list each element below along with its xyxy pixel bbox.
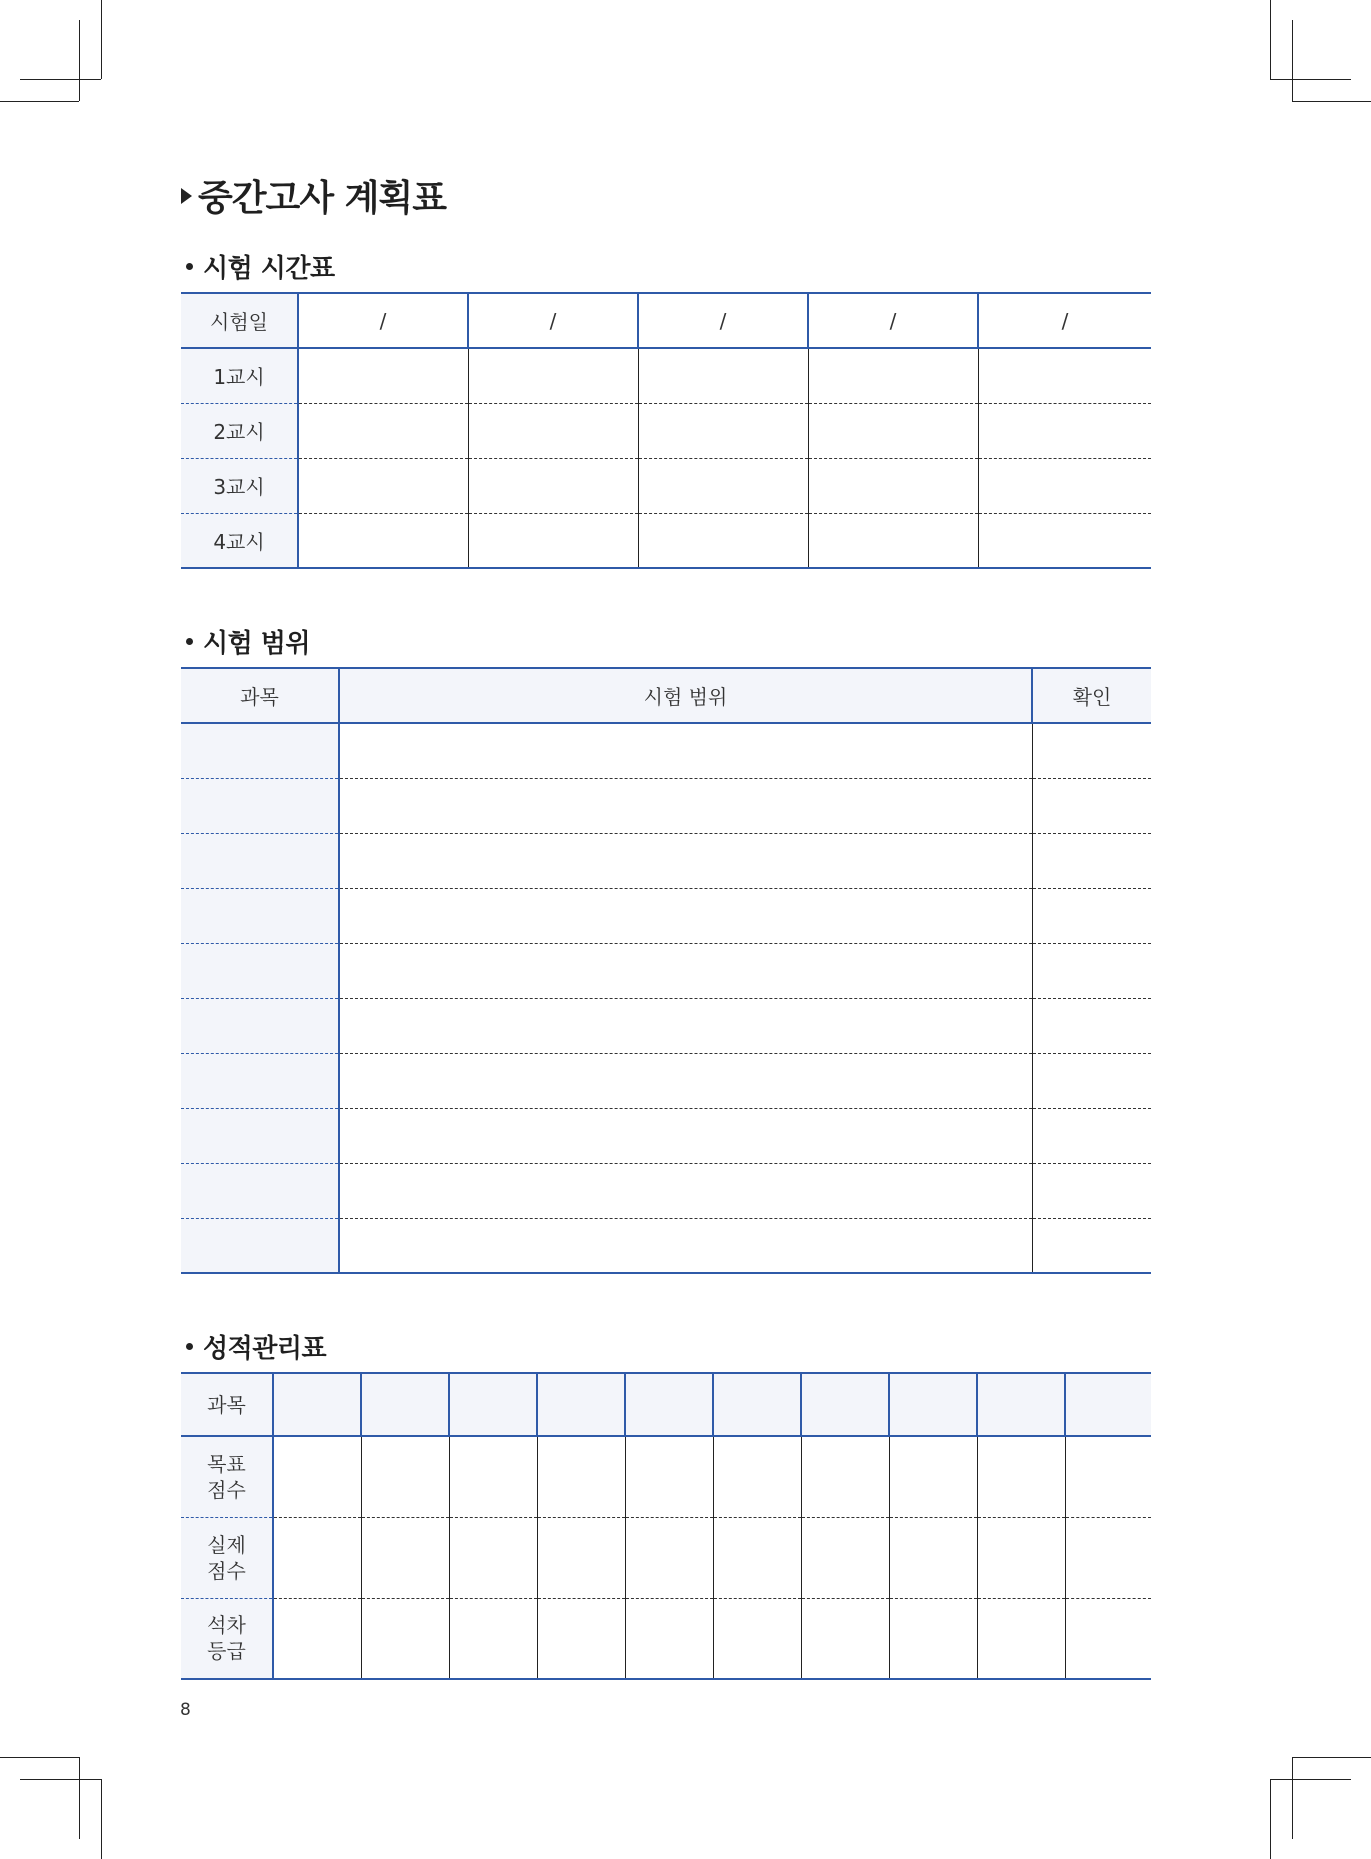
- subject-cell[interactable]: [181, 778, 339, 833]
- grade-row-label-line: 석차: [207, 1613, 246, 1638]
- grades-section-title: [186, 1328, 326, 1365]
- check-cell[interactable]: [1032, 1053, 1151, 1108]
- subject-cell[interactable]: [181, 723, 339, 778]
- subject-cell[interactable]: [181, 833, 339, 888]
- period-row: [181, 403, 1151, 458]
- period-label: 1교시: [181, 348, 298, 403]
- score-cell[interactable]: [977, 1598, 1065, 1679]
- score-cell[interactable]: [889, 1598, 977, 1679]
- grade-row: [181, 1436, 1151, 1517]
- scope-row: [181, 943, 1151, 998]
- grades-title-text: 성적관리표: [203, 1334, 327, 1364]
- scope-table: [181, 667, 1151, 1274]
- scope-cell[interactable]: [339, 1108, 1032, 1163]
- page-number: 8: [180, 1700, 191, 1720]
- subject-cell[interactable]: [181, 1108, 339, 1163]
- schedule-table: [181, 292, 1151, 569]
- schedule-cell[interactable]: [468, 458, 638, 513]
- page-title-text: 중간고사 계획표: [198, 178, 446, 219]
- score-cell[interactable]: [537, 1436, 625, 1517]
- period-label: 2교시: [181, 403, 298, 458]
- schedule-header-row: [181, 293, 1151, 348]
- subject-cell[interactable]: [181, 1218, 339, 1273]
- grade-row: [181, 1517, 1151, 1598]
- grade-row-label-line: 점수: [207, 1558, 246, 1583]
- schedule-cell[interactable]: [298, 458, 468, 513]
- schedule-cell[interactable]: [978, 458, 1151, 513]
- bullet-dot-icon: [186, 263, 193, 270]
- grades-table: [181, 1372, 1151, 1680]
- grade-row-label-line: 목표: [207, 1451, 246, 1476]
- score-cell[interactable]: [273, 1436, 361, 1517]
- grade-row: [181, 1373, 1151, 1436]
- scope-section-title: [186, 623, 310, 660]
- schedule-cell[interactable]: [808, 513, 978, 568]
- check-cell[interactable]: [1032, 1108, 1151, 1163]
- score-cell[interactable]: [449, 1436, 537, 1517]
- score-cell[interactable]: [625, 1598, 713, 1679]
- grade-row-label: [181, 1598, 273, 1679]
- schedule-cell[interactable]: [468, 348, 638, 403]
- scope-row: [181, 1108, 1151, 1163]
- schedule-cell[interactable]: [638, 348, 808, 403]
- check-cell[interactable]: [1032, 1218, 1151, 1273]
- schedule-cell[interactable]: [978, 403, 1151, 458]
- scope-row: [181, 723, 1151, 778]
- score-cell[interactable]: [273, 1598, 361, 1679]
- bullet-dot-icon: [186, 638, 193, 645]
- period-row: [181, 458, 1151, 513]
- check-cell[interactable]: [1032, 723, 1151, 778]
- period-row: [181, 348, 1151, 403]
- scope-cell[interactable]: [339, 888, 1032, 943]
- scope-cell[interactable]: [339, 1163, 1032, 1218]
- schedule-cell[interactable]: [298, 513, 468, 568]
- schedule-cell[interactable]: [808, 403, 978, 458]
- subject-cell[interactable]: [181, 1053, 339, 1108]
- check-cell[interactable]: [1032, 888, 1151, 943]
- score-cell[interactable]: [1065, 1436, 1151, 1517]
- score-cell[interactable]: [625, 1517, 713, 1598]
- scope-cell[interactable]: [339, 1218, 1032, 1273]
- score-cell[interactable]: [713, 1598, 801, 1679]
- score-cell[interactable]: [713, 1517, 801, 1598]
- grade-rows: [181, 1373, 1151, 1679]
- scope-row: [181, 778, 1151, 833]
- score-cell[interactable]: [361, 1436, 449, 1517]
- schedule-cell[interactable]: [468, 513, 638, 568]
- grade-row-label-line: 점수: [207, 1477, 246, 1502]
- score-cell[interactable]: [361, 1517, 449, 1598]
- date-cell[interactable]: /: [638, 293, 808, 348]
- schedule-cell[interactable]: [638, 513, 808, 568]
- score-cell[interactable]: [1065, 1517, 1151, 1598]
- grade-row-label-line: 실제: [207, 1532, 246, 1557]
- period-row: [181, 513, 1151, 568]
- subject-cell[interactable]: [181, 888, 339, 943]
- score-cell[interactable]: [889, 1517, 977, 1598]
- schedule-cell[interactable]: [978, 348, 1151, 403]
- check-cell[interactable]: [1032, 998, 1151, 1053]
- schedule-cell[interactable]: [638, 403, 808, 458]
- scope-cell[interactable]: [339, 1053, 1032, 1108]
- date-cell[interactable]: /: [808, 293, 978, 348]
- subject-name-cell[interactable]: [361, 1373, 449, 1436]
- subject-header: 과목: [181, 668, 339, 723]
- grade-row: [181, 1598, 1151, 1679]
- grade-row-label: [181, 1373, 273, 1436]
- score-cell[interactable]: [977, 1436, 1065, 1517]
- score-cell[interactable]: [713, 1436, 801, 1517]
- scope-cell[interactable]: [339, 833, 1032, 888]
- subject-name-cell[interactable]: [273, 1373, 361, 1436]
- score-cell[interactable]: [537, 1598, 625, 1679]
- score-cell[interactable]: [449, 1517, 537, 1598]
- subject-name-cell[interactable]: [1065, 1373, 1151, 1436]
- grade-row-label-line: 등급: [207, 1639, 246, 1664]
- schedule-cell[interactable]: [978, 513, 1151, 568]
- date-cell[interactable]: /: [298, 293, 468, 348]
- subject-name-cell[interactable]: [449, 1373, 537, 1436]
- subject-name-cell[interactable]: [537, 1373, 625, 1436]
- scope-cell[interactable]: [339, 778, 1032, 833]
- check-cell[interactable]: [1032, 943, 1151, 998]
- schedule-section-title: [186, 248, 335, 285]
- score-cell[interactable]: [537, 1517, 625, 1598]
- subject-name-cell[interactable]: [713, 1373, 801, 1436]
- date-cell[interactable]: /: [978, 293, 1151, 348]
- page-title: [181, 170, 446, 221]
- date-label: 시험일: [181, 293, 298, 348]
- subject-cell[interactable]: [181, 1163, 339, 1218]
- score-cell[interactable]: [1065, 1598, 1151, 1679]
- scope-cell[interactable]: [339, 998, 1032, 1053]
- score-cell[interactable]: [449, 1598, 537, 1679]
- period-label: 3교시: [181, 458, 298, 513]
- subject-name-cell[interactable]: [889, 1373, 977, 1436]
- scope-row: [181, 1218, 1151, 1273]
- subject-cell[interactable]: [181, 998, 339, 1053]
- scope-row: [181, 888, 1151, 943]
- scope-rows: [181, 723, 1151, 1273]
- scope-title-text: 시험 범위: [203, 629, 311, 659]
- schedule-cell[interactable]: [808, 458, 978, 513]
- scope-cell[interactable]: [339, 943, 1032, 998]
- score-cell[interactable]: [361, 1598, 449, 1679]
- schedule-title-text: 시험 시간표: [203, 254, 335, 284]
- check-header: 확인: [1032, 668, 1151, 723]
- score-cell[interactable]: [801, 1436, 889, 1517]
- scope-row: [181, 1053, 1151, 1108]
- triangle-bullet-icon: [181, 188, 192, 204]
- check-cell[interactable]: [1032, 778, 1151, 833]
- grade-row-label: [181, 1517, 273, 1598]
- scope-row: [181, 998, 1151, 1053]
- subject-name-cell[interactable]: [801, 1373, 889, 1436]
- schedule-cell[interactable]: [298, 348, 468, 403]
- grade-row-label-line: 과목: [207, 1392, 246, 1417]
- subject-name-cell[interactable]: [977, 1373, 1065, 1436]
- score-cell[interactable]: [625, 1436, 713, 1517]
- date-cell[interactable]: /: [468, 293, 638, 348]
- grade-row-label: [181, 1436, 273, 1517]
- schedule-cell[interactable]: [298, 403, 468, 458]
- bullet-dot-icon: [186, 1343, 193, 1350]
- check-cell[interactable]: [1032, 1163, 1151, 1218]
- scope-header: 시험 범위: [339, 668, 1032, 723]
- score-cell[interactable]: [977, 1517, 1065, 1598]
- period-label: 4교시: [181, 513, 298, 568]
- scope-header-row: [181, 668, 1151, 723]
- schedule-cell[interactable]: [638, 458, 808, 513]
- score-cell[interactable]: [801, 1598, 889, 1679]
- scope-row: [181, 1163, 1151, 1218]
- subject-cell[interactable]: [181, 943, 339, 998]
- score-cell[interactable]: [801, 1517, 889, 1598]
- scope-cell[interactable]: [339, 723, 1032, 778]
- schedule-cell[interactable]: [808, 348, 978, 403]
- score-cell[interactable]: [889, 1436, 977, 1517]
- scope-row: [181, 833, 1151, 888]
- check-cell[interactable]: [1032, 833, 1151, 888]
- schedule-cell[interactable]: [468, 403, 638, 458]
- subject-name-cell[interactable]: [625, 1373, 713, 1436]
- score-cell[interactable]: [273, 1517, 361, 1598]
